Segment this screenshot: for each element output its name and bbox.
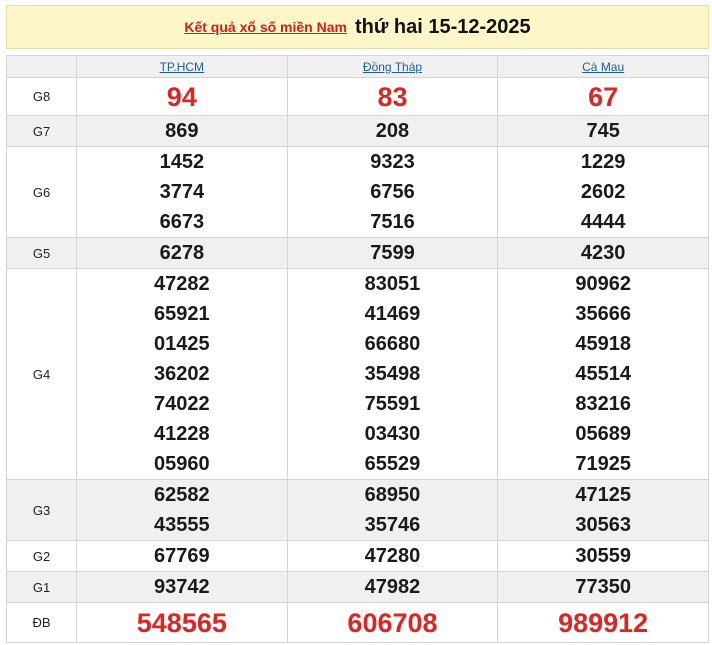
prize-cell	[77, 116, 288, 147]
province-link-dong-thap[interactable]: Đồng Tháp	[362, 59, 423, 74]
prize-label: G6	[7, 147, 77, 238]
province-link-tphcm[interactable]: TP.HCM	[159, 59, 205, 74]
prize-number: 83	[377, 81, 408, 112]
prize-cell	[287, 480, 498, 541]
province-header	[77, 56, 288, 78]
prize-number: 30559	[575, 545, 631, 567]
prize-number: 4230	[580, 242, 626, 264]
prize-number: 05960	[154, 453, 210, 475]
prize-number: 71925	[575, 453, 631, 475]
prize-number: 1452	[159, 151, 205, 173]
prize-number: 30563	[575, 514, 631, 536]
prize-number: 35666	[575, 303, 631, 325]
prize-number: 35498	[364, 363, 421, 385]
prize-cell	[498, 572, 709, 603]
header-blank-cell	[7, 56, 77, 78]
prize-number: 65921	[154, 303, 210, 325]
prize-row-g3	[7, 480, 709, 541]
prize-label: G8	[7, 78, 77, 116]
prize-number: 47280	[364, 545, 421, 567]
prize-cell	[77, 269, 288, 480]
prize-row-special	[7, 603, 709, 643]
prize-row-g4	[7, 269, 709, 480]
prize-cell	[77, 572, 288, 603]
prize-number: 67769	[154, 545, 210, 567]
special-prize-number: 548565	[136, 607, 227, 638]
results-title-link[interactable]: Kết quả xổ số miền Nam	[184, 19, 347, 35]
special-prize-number: 606708	[347, 607, 438, 638]
prize-number: 7516	[370, 211, 415, 233]
prize-number: 47125	[575, 484, 631, 506]
prize-label: G7	[7, 116, 77, 147]
prize-number: 65529	[364, 453, 421, 475]
prize-cell	[287, 116, 498, 147]
prize-number: 35746	[364, 514, 421, 536]
prize-row-g8	[7, 78, 709, 116]
prize-cell	[498, 238, 709, 269]
prize-number: 68950	[364, 484, 421, 506]
prize-number: 77350	[575, 576, 631, 598]
prize-number: 3774	[159, 181, 205, 203]
prize-cell	[77, 147, 288, 238]
prize-number: 41469	[364, 303, 421, 325]
prize-number: 45918	[575, 333, 631, 355]
prize-number: 2602	[580, 181, 626, 203]
prize-cell	[77, 480, 288, 541]
prize-number: 93742	[154, 576, 210, 598]
prize-number: 05689	[575, 423, 631, 445]
prize-cell	[498, 116, 709, 147]
prize-number: 41228	[154, 423, 210, 445]
prize-row-g2	[7, 541, 709, 572]
prize-number: 9323	[370, 151, 415, 173]
prize-row-g1	[7, 572, 709, 603]
prize-number: 83216	[575, 393, 631, 415]
prize-number: 03430	[364, 423, 421, 445]
lottery-results-table	[6, 55, 709, 643]
prize-number: 6756	[370, 181, 415, 203]
province-header	[287, 56, 498, 78]
prize-cell	[287, 78, 498, 116]
province-header-row	[7, 56, 709, 78]
prize-label: G4	[7, 269, 77, 480]
prize-cell	[287, 147, 498, 238]
prize-number: 62582	[154, 484, 210, 506]
prize-number: 208	[375, 120, 410, 142]
prize-number: 6673	[159, 211, 205, 233]
prize-row-g7	[7, 116, 709, 147]
prize-cell	[77, 541, 288, 572]
prize-number: 01425	[154, 333, 210, 355]
prize-number: 43555	[154, 514, 210, 536]
prize-number: 67	[588, 81, 619, 112]
prize-cell	[287, 269, 498, 480]
draw-date: thứ hai 15-12-2025	[354, 15, 531, 38]
prize-cell	[498, 480, 709, 541]
prize-number: 36202	[154, 363, 210, 385]
prize-cell	[77, 238, 288, 269]
prize-number: 45514	[575, 363, 631, 385]
prize-label: G5	[7, 238, 77, 269]
special-prize-number: 989912	[558, 607, 649, 638]
prize-label: G3	[7, 480, 77, 541]
prize-number: 1229	[580, 151, 626, 173]
prize-cell	[287, 603, 498, 643]
prize-number: 47982	[364, 576, 421, 598]
prize-cell	[498, 147, 709, 238]
prize-number: 869	[165, 120, 199, 142]
prize-number: 90962	[575, 273, 631, 295]
prize-number: 83051	[364, 273, 421, 295]
prize-cell	[498, 78, 709, 116]
prize-number: 66680	[364, 333, 421, 355]
prize-cell	[287, 541, 498, 572]
prize-number: 94	[166, 81, 197, 112]
prize-number: 75591	[364, 393, 421, 415]
prize-row-g6	[7, 147, 709, 238]
prize-label: ĐB	[7, 603, 77, 643]
prize-cell	[498, 541, 709, 572]
prize-cell	[77, 78, 288, 116]
prize-number: 47282	[154, 273, 210, 295]
prize-cell	[498, 269, 709, 480]
prize-cell	[77, 603, 288, 643]
prize-number: 4444	[580, 211, 626, 233]
prize-cell	[498, 603, 709, 643]
prize-number: 745	[586, 120, 620, 142]
prize-number: 7599	[370, 242, 415, 264]
result-header	[6, 5, 709, 49]
prize-row-g5	[7, 238, 709, 269]
prize-number: 6278	[159, 242, 205, 264]
prize-label: G2	[7, 541, 77, 572]
province-link-ca-mau[interactable]: Cà Mau	[582, 59, 625, 74]
prize-cell	[287, 238, 498, 269]
prize-number: 74022	[154, 393, 210, 415]
prize-cell	[287, 572, 498, 603]
prize-label: G1	[7, 572, 77, 603]
province-header	[498, 56, 709, 78]
